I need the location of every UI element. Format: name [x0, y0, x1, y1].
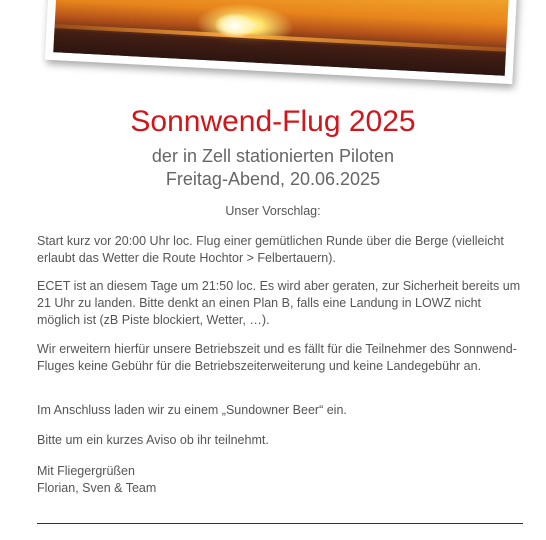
bottom-divider: [37, 523, 523, 524]
closing-signature: Florian, Sven & Team: [37, 481, 157, 495]
page-title: Sonnwend-Flug 2025: [130, 105, 416, 138]
subtitle-date: Freitag-Abend, 20.06.2025: [165, 169, 381, 189]
subtitle-pilots: der in Zell stationierten Piloten: [151, 146, 395, 166]
paragraph-start-time: Start kurz vor 20:00 Uhr loc. Flug einer gemütlichen Runde über die Berge (vielleicht erlaubt das Wetter die Route Hochtor > Felbertauern).: [37, 234, 504, 265]
closing-greeting: Mit Fliegergrüßen: [37, 464, 135, 478]
sunset-photo: [53, 0, 510, 76]
paragraph-invitation: Im Anschluss laden wir zu einem „Sundowner Beer“ ein.: [37, 403, 347, 417]
paragraph-fees: Wir erweitern hierfür unsere Betriebszeit und es fällt für die Teilnehmer des Sonnwend-Fluges keine Gebühr für die Betriebszeiterweiterung und keine Landegebühr an.: [37, 342, 517, 373]
paragraph-ecet: ECET ist an diesem Tage um 21:50 loc. Es wird aber geraten, zur Sicherheit bereits um 21 Uhr zu landen. Bitte denkt an einen Plan B, falls eine Landung in LOWZ nicht möglich ist (zB Piste blockiert, Wetter, …).: [37, 279, 521, 327]
closing-block: [37, 463, 527, 497]
sunset-photo-frame: [45, 0, 519, 84]
proposal-label: Unser Vorschlag:: [225, 204, 321, 218]
paragraph-aviso: Bitte um ein kurzes Aviso ob ihr teilnehmt.: [37, 433, 269, 447]
